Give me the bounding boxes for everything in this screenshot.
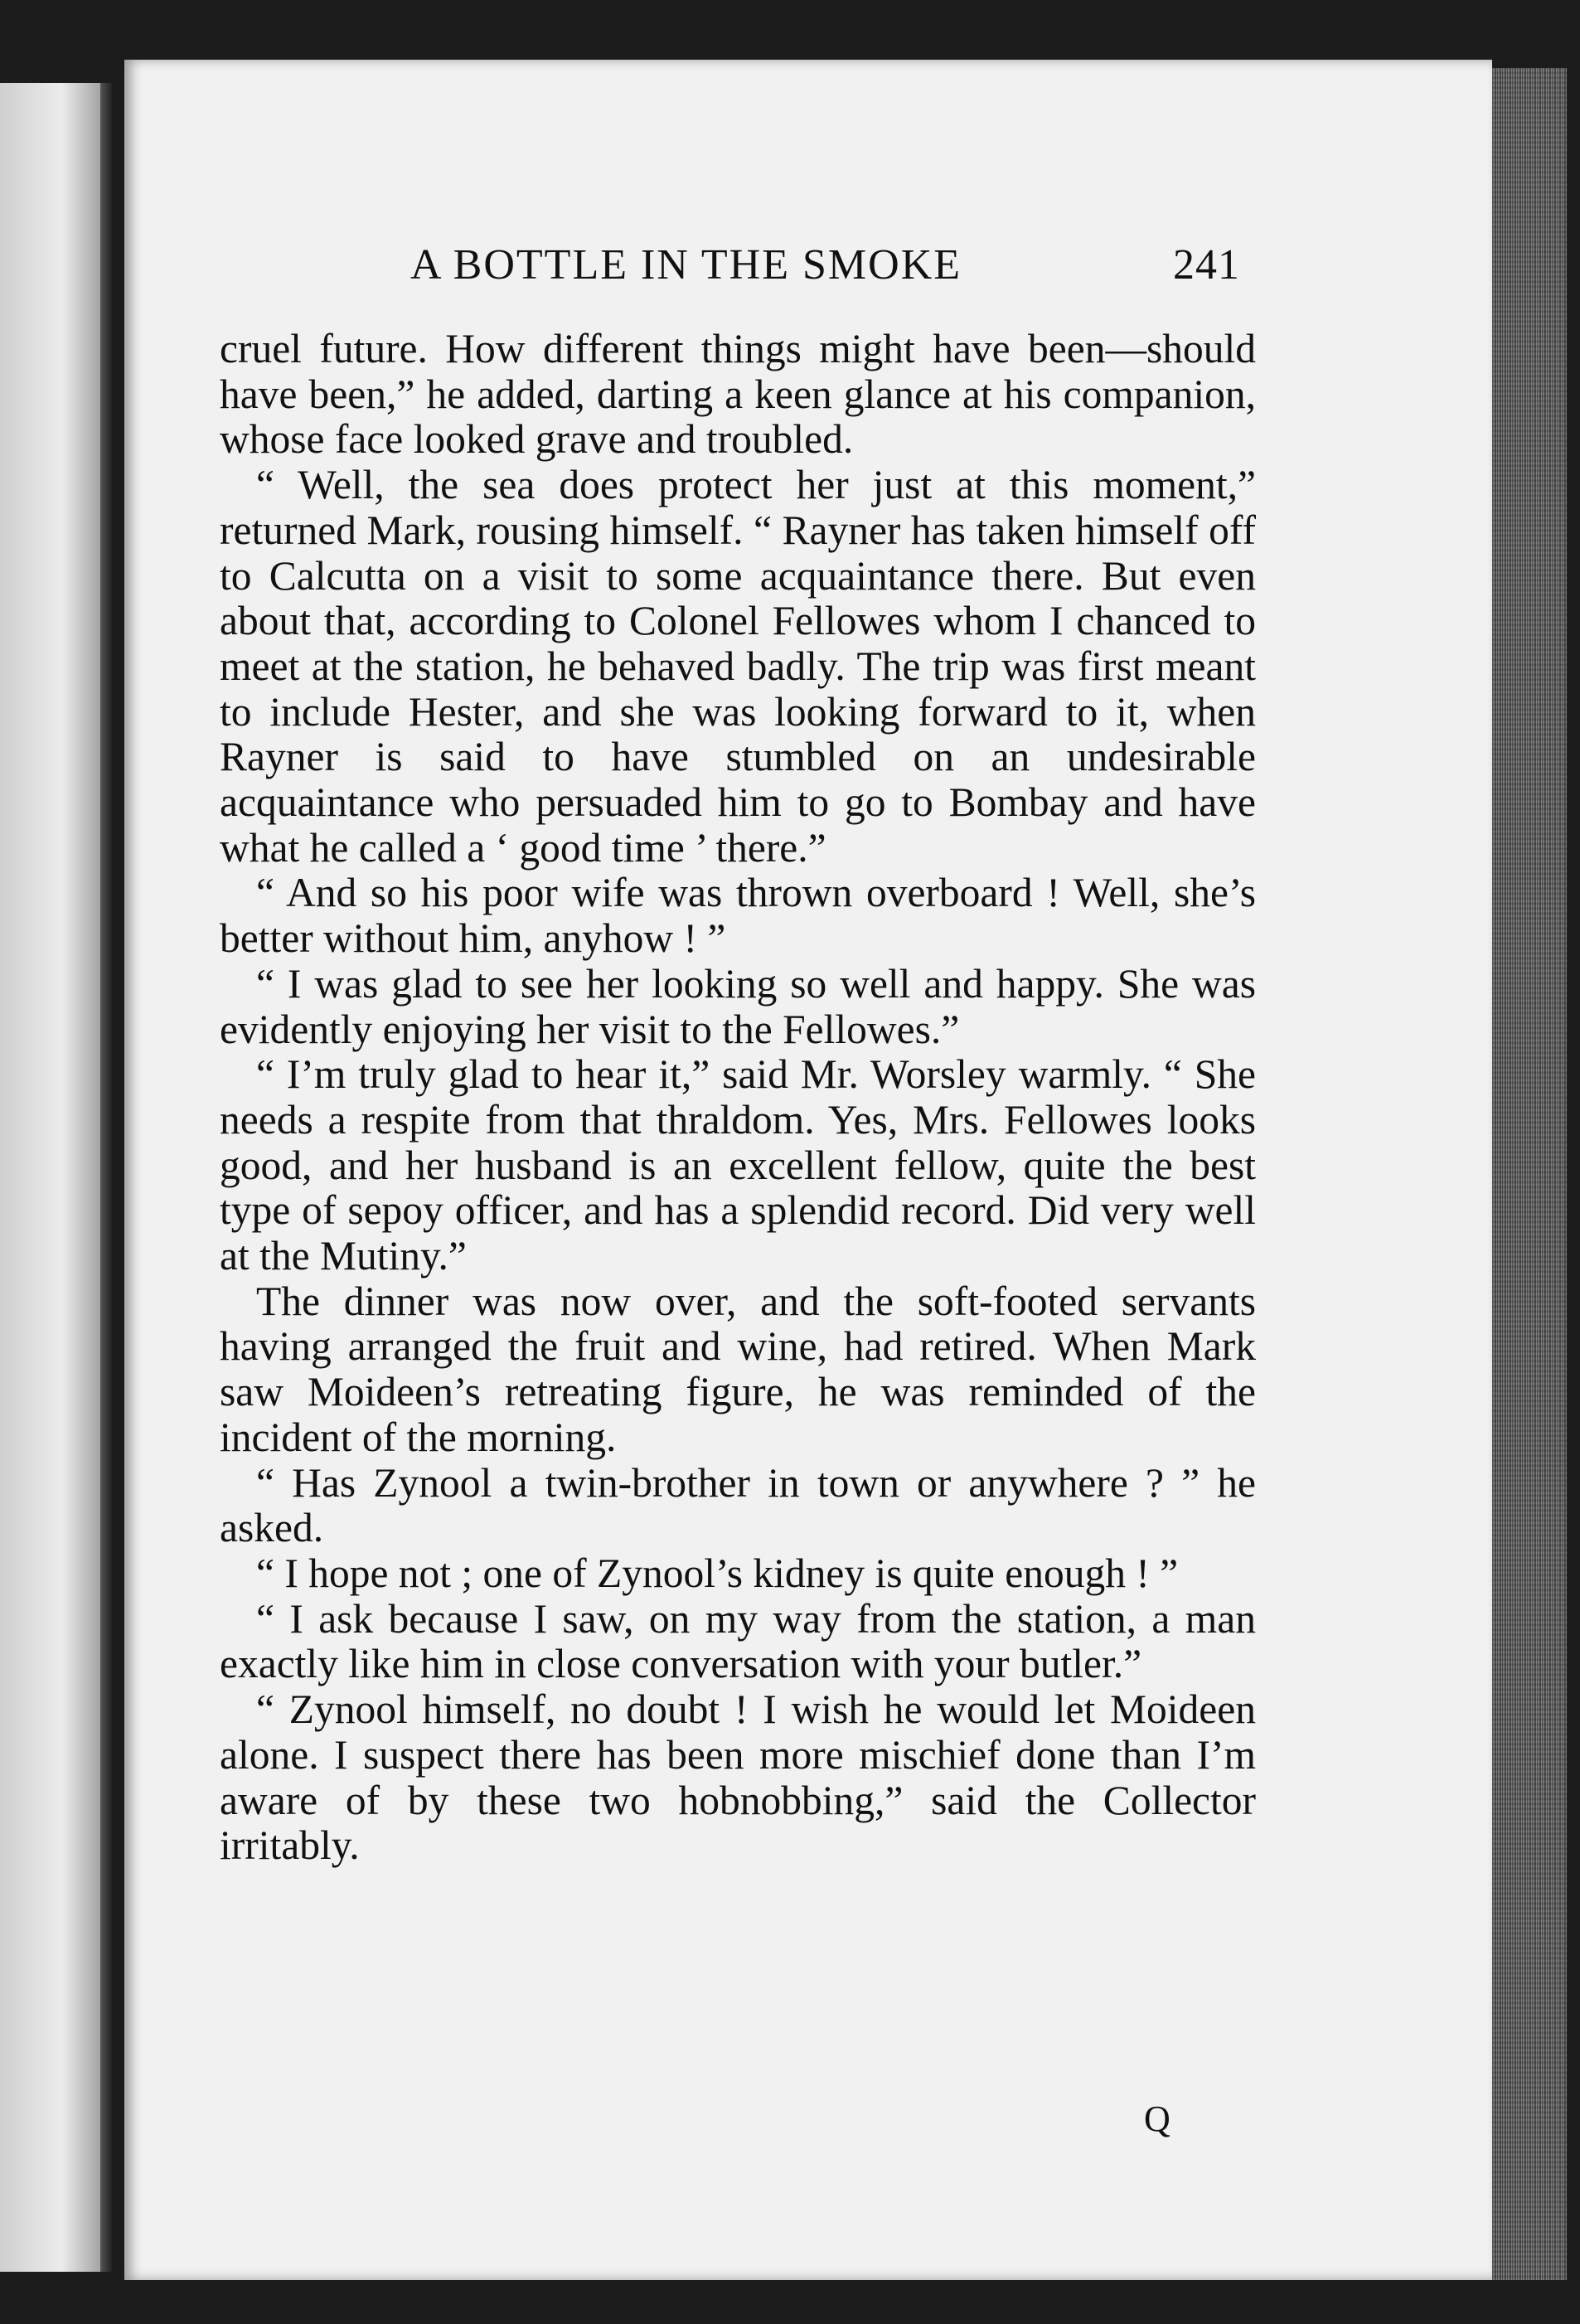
book-gutter bbox=[100, 83, 112, 2272]
paragraph: cruel future. How different things might have been—should have been,” he added, darting a keen glance at his companion, whose face looked grave and troubled. bbox=[220, 326, 1256, 463]
paragraph: “ I’m truly glad to hear it,” said Mr. Worsley warmly. “ She needs a respite from that thraldom. Yes, Mrs. Fellowes looks good, and her husband is an excellent fellow, quite the best type of sepoy officer, and has a splendid record. Did very well at the Mutiny.” bbox=[220, 1051, 1256, 1279]
page-header bbox=[124, 234, 1492, 300]
paragraph: “ Zynool himself, no doubt ! I wish he would let Moideen alone. I suspect there has been more mischief done than I’m aware of by these two hobnobbing,” said the Collector irritably. bbox=[220, 1686, 1256, 1869]
page-number: 241 bbox=[1173, 241, 1240, 289]
paragraph: “ Has Zynool a twin-brother in town or anywhere ? ” he asked. bbox=[220, 1459, 1256, 1551]
paragraph: “ I hope not ; one of Zynool’s kidney is quite enough ! ” bbox=[256, 1550, 1179, 1596]
body-text bbox=[220, 327, 1256, 1869]
facing-page-edge bbox=[0, 83, 112, 2272]
book-page bbox=[124, 60, 1492, 2280]
paragraph: “ Well, the sea does protect her just at this moment,” returned Mark, rousing himself. “ Rayner has taken himself off to Calcutta on a visit to some acquaintance there. But even about that, according to Colonel Fellowes whom I chanced to meet at the station, he behaved badly. The trip was first meant to include Hester, and she was looking forward to it, when Rayner is said to have stumbled on an undesirable acquaintance who persuaded him to go to Bombay and have what he called a ‘ good time ’ there.” bbox=[220, 462, 1256, 871]
paragraph: The dinner was now over, and the soft-footed servants having arranged the fruit and wine, had retired. When Mark saw Moideen’s retreating figure, he was reminded of the incident of the morning. bbox=[220, 1278, 1256, 1460]
signature-mark: Q bbox=[1144, 2098, 1170, 2139]
running-title: A BOTTLE IN THE SMOKE bbox=[410, 241, 962, 289]
paragraph: “ And so his poor wife was thrown overboard ! Well, she’s better without him, anyhow ! ” bbox=[220, 870, 1256, 962]
paragraph: “ I ask because I saw, on my way from the station, a man exactly like him in close conversation with your butler.” bbox=[220, 1595, 1256, 1687]
page-stack-edges bbox=[1492, 68, 1567, 2280]
paragraph: “ I was glad to see her looking so well and happy. She was evidently enjoying her visit to the Fellowes.” bbox=[220, 960, 1256, 1052]
